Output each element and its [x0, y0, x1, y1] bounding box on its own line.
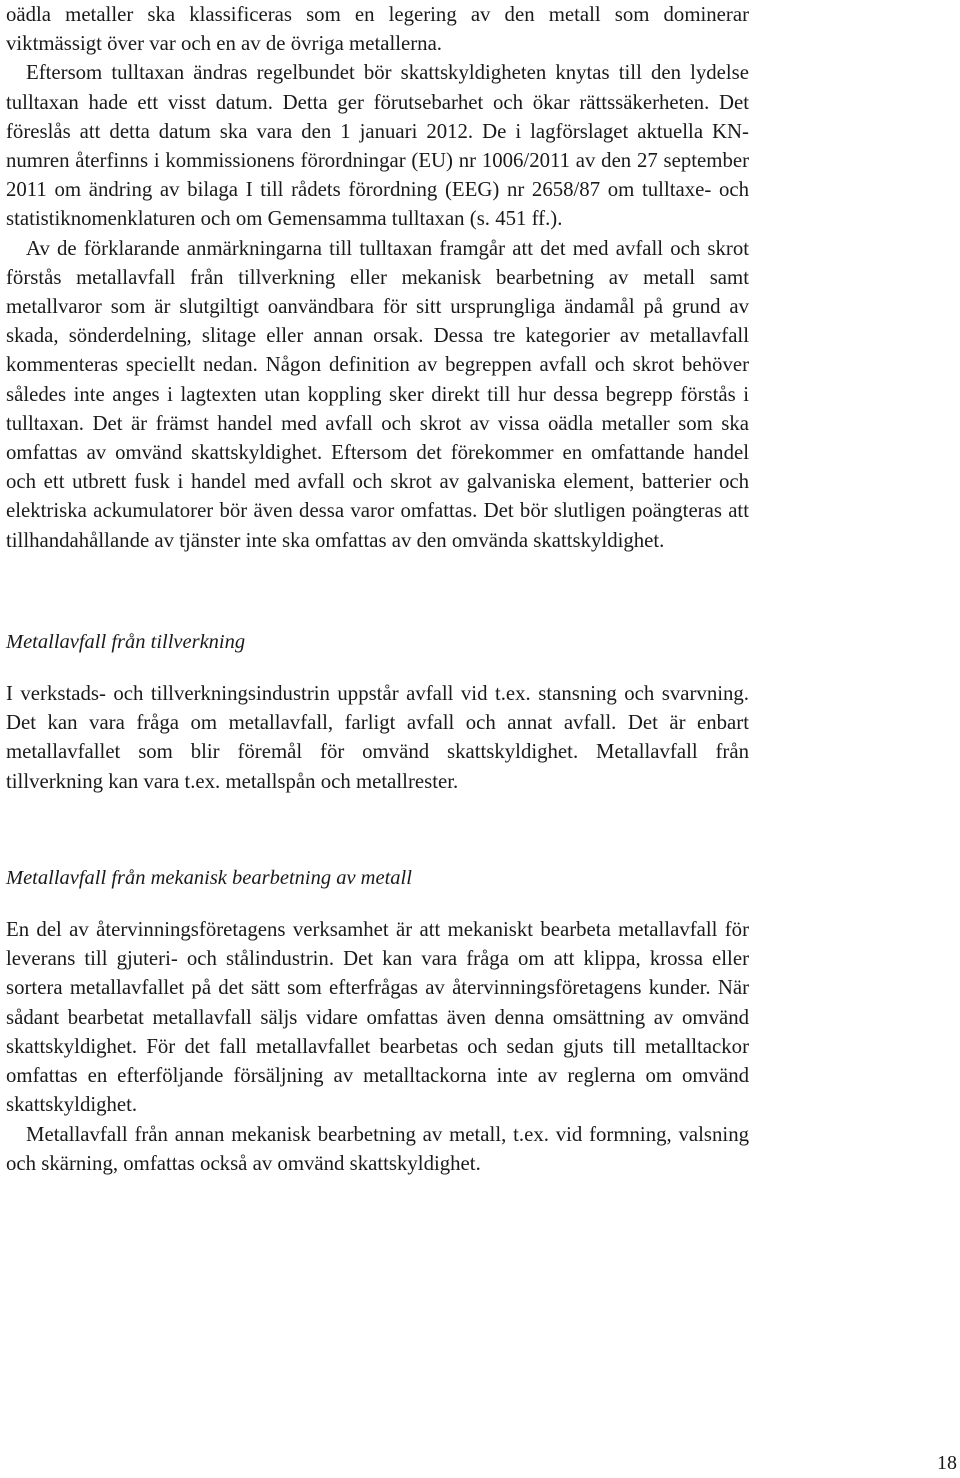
paragraph-1: oädla metaller ska klassificeras som en legering av den metall som dominerar viktmässigt över var och en av de övriga metallerna. — [6, 3, 749, 56]
paragraph-3: Av de förklarande anmärkningarna till tulltaxan framgår att det med avfall och skrot förstås metallavfall från tillverkning eller mekanisk bearbetning av metall samt metallvaror som är slutgiltigt oanvändbara för sitt ursprungliga ändamål på grund av skada, sönderdelning, slitage eller annan orsak. Dessa tre kategorier av metallavfall kommenteras speciellt nedan. Någon definition av begreppen avfall och skrot behöver således inte anges i lagtexten utan koppling sker direkt till hur dessa begrepp förstås i tulltaxan. Det är främst handel med avfall och skrot av vissa oädla metaller som ska omfattas av omvänd skattskyldighet. Eftersom det förekommer en omfattande handel och ett utbrett fusk i handel med avfall och skrot av galvaniska element, batterier och elektriska ackumulatorer bör även dessa varor omfattas. Det bör slutligen poängteras att tillhandahållande av tjänster inte ska omfattas av den omvända skattskyldighet. — [6, 236, 749, 552]
section-text-annan-bearbetning: Metallavfall från annan mekanisk bearbetning av metall, t.ex. vid formning, valsning och skärning, omfattas också av omvänd skattskyldighet. — [6, 1122, 749, 1175]
paragraph-2: Eftersom tulltaxan ändras regelbundet bör skattskyldigheten knytas till den lydelse tulltaxan hade ett visst datum. Detta ger förutsebarhet och ökar rättssäkerheten. Det föreslås att detta datum ska vara den 1 januari 2012. De i lagförslaget aktuella KN-numren återfinns i kommissionens förordningar (EU) nr 1006/2011 av den 27 september 2011 om ändring av bilaga I till rådets förordning (EEG) nr 2658/87 om tulltaxe- och statistiknomenklaturen och om Gemensamma tulltaxan (s. 451 ff.). — [6, 61, 749, 231]
page-number: 18 — [937, 1452, 957, 1474]
document-body — [6, 0, 749, 1178]
section-heading-tillverkning: Metallavfall från tillverkning — [6, 630, 246, 653]
section-heading-mekanisk-bearbetning: Metallavfall från mekanisk bearbetning av metall — [6, 866, 412, 889]
section-text-mekanisk-bearbetning: En del av återvinningsföretagens verksamhet är att mekaniskt bearbeta metallavfall för leverans till gjuteri- och stålindustrin. Det kan vara fråga om att klippa, krossa eller sortera metallavfallet på det sätt som efterfrågas av återvinningsföretagens kunder. När sådant bearbetat metallavfall säljs vidare omfattas även denna omsättning av omvänd skattskyldighet. För det fall metallavfallet bearbetas och sedan gjuts till metalltackor omfattas en efterföljande försäljning av metalltackorna inte av reglerna om omvänd skattskyldighet. — [6, 918, 749, 1117]
section-text-tillverkning: I verkstads- och tillverkningsindustrin uppstår avfall vid t.ex. stansning och svarvning. Det kan vara fråga om metallavfall, farligt avfall och annat avfall. Det är enbart metallavfallet som blir föremål för omvänd skattskyldighet. Metallavfall från tillverkning kan vara t.ex. metallspån och metallrester. — [6, 682, 749, 793]
